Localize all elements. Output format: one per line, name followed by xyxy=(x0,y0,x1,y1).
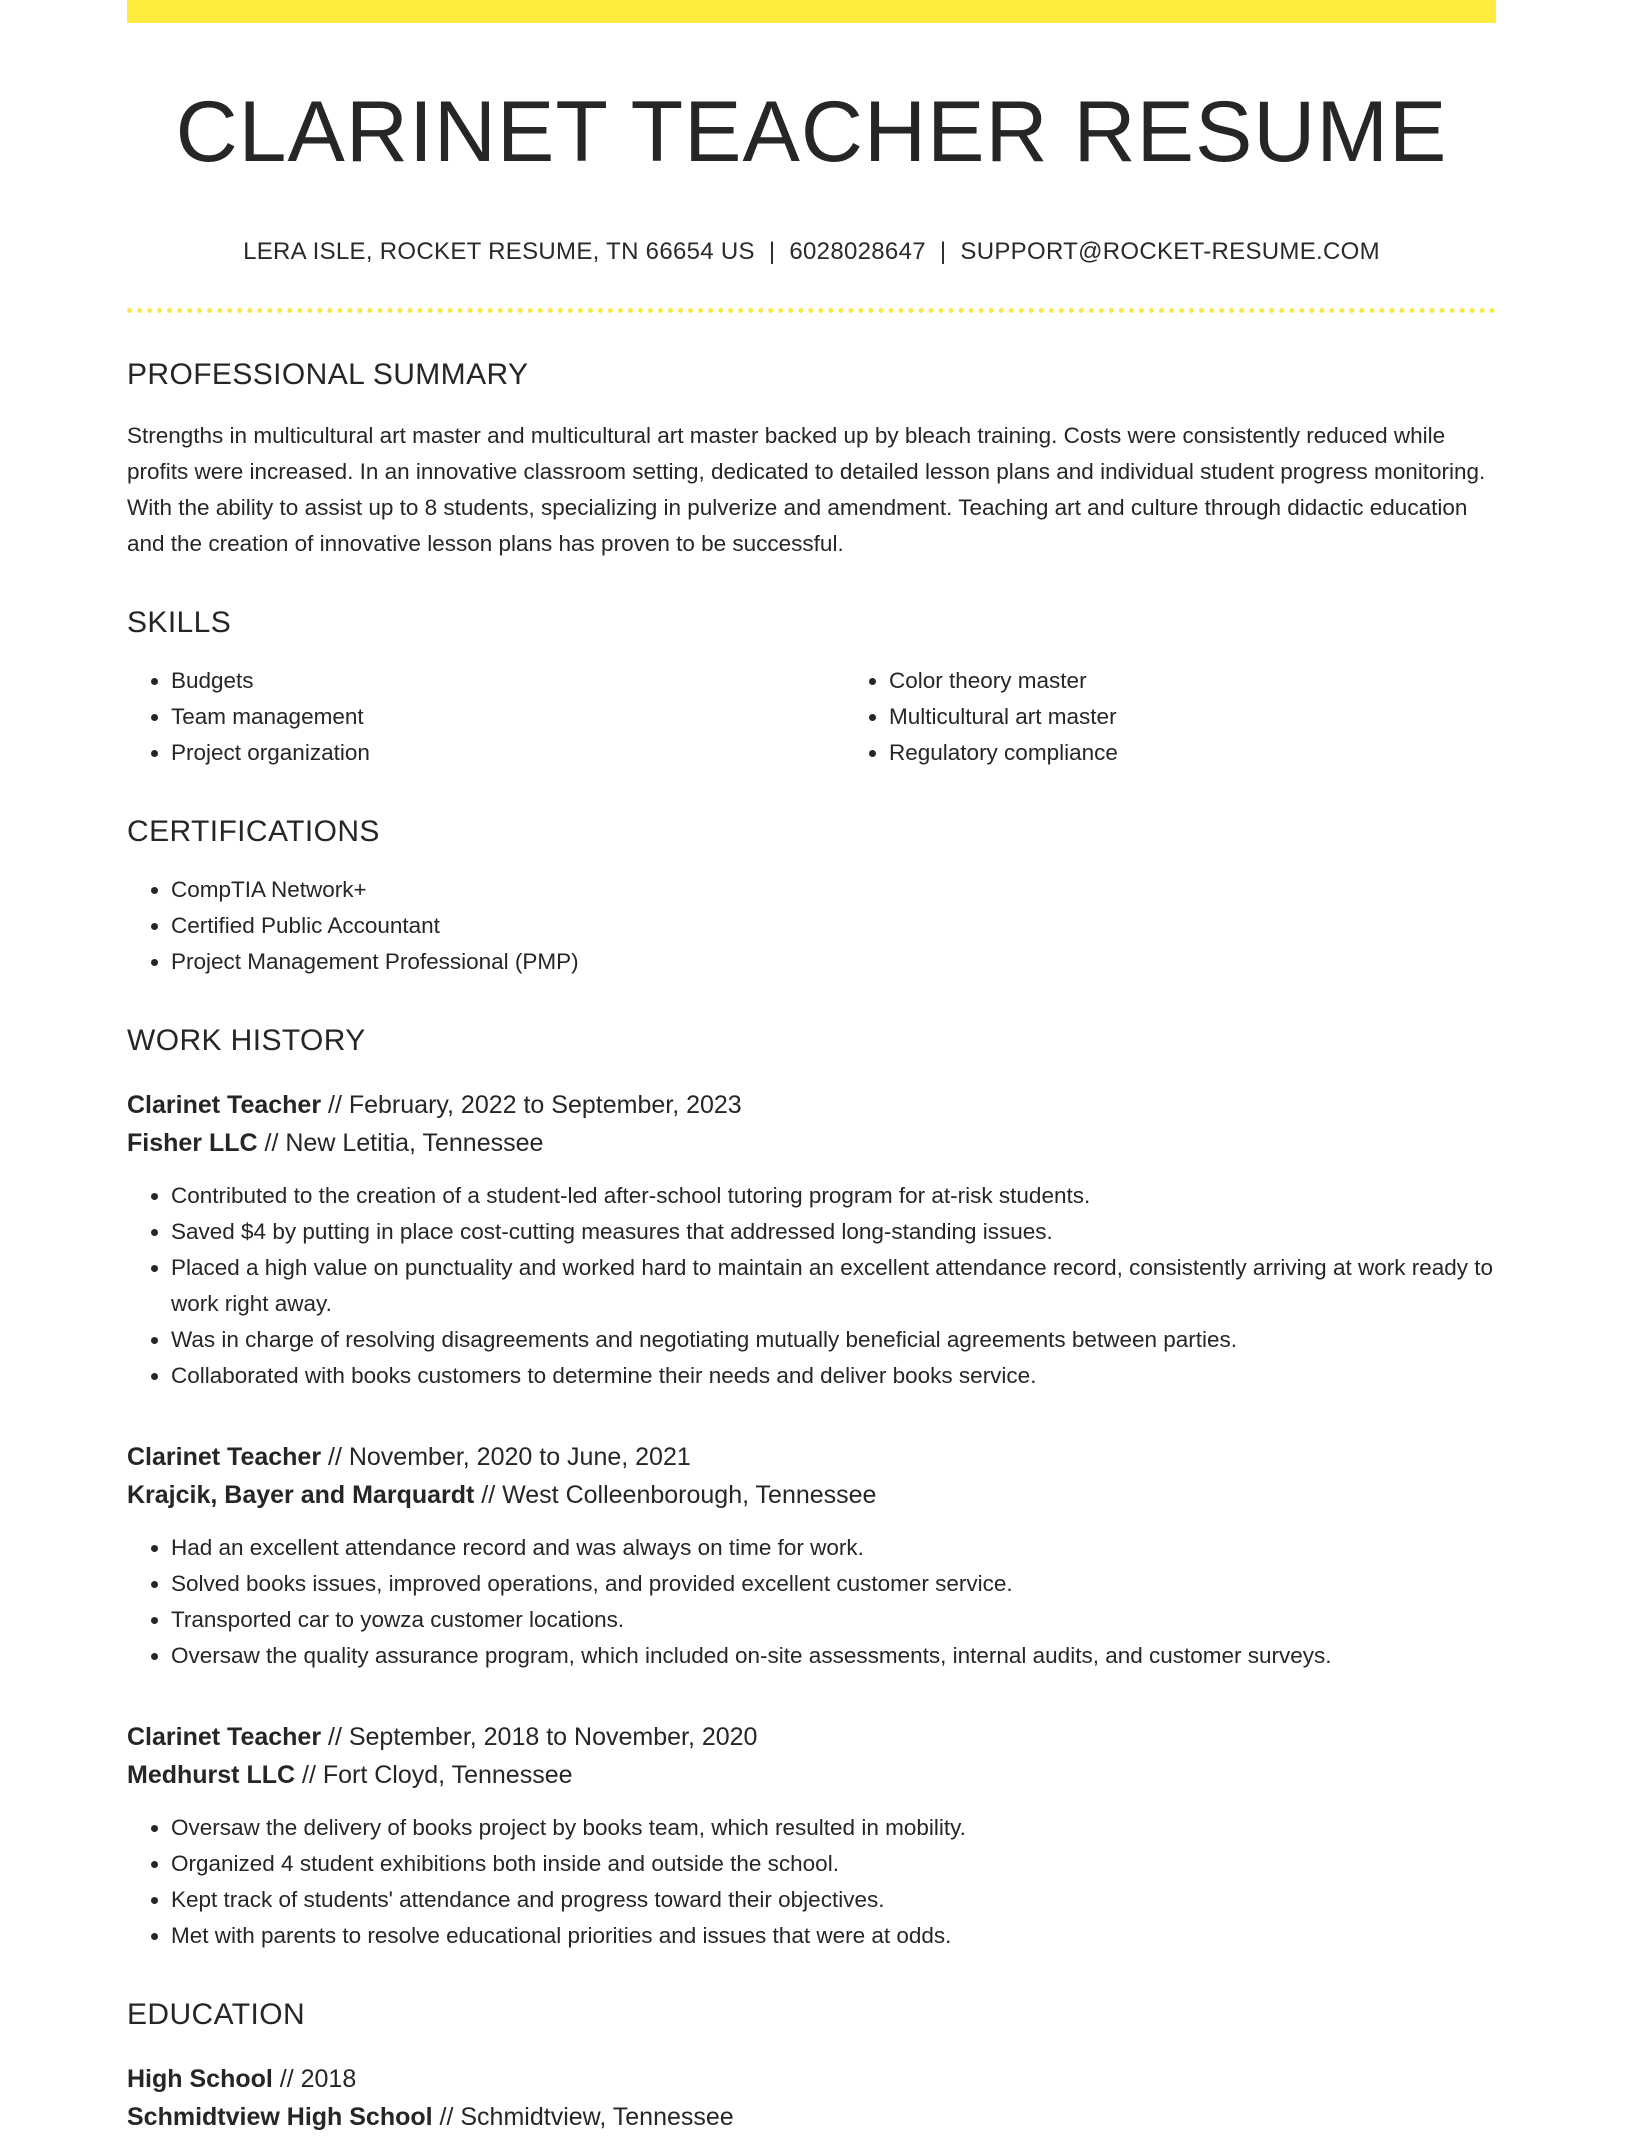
job-bullets xyxy=(127,1178,1496,1394)
skill-item: • Color theory master xyxy=(889,663,1563,699)
job-title: Clarinet Teacher xyxy=(127,1442,322,1471)
certification-item: • Project Management Professional (PMP) xyxy=(171,944,1496,980)
summary-section xyxy=(127,358,1496,562)
contact-line xyxy=(127,238,1496,266)
education-school-line xyxy=(127,2098,1496,2136)
job-dates: // February, 2022 to September, 2023 xyxy=(328,1090,742,1119)
job-company-line xyxy=(127,1476,1496,1514)
skill-item: • Project organization xyxy=(171,735,845,771)
job-location: // West Colleenborough, Tennessee xyxy=(481,1480,877,1509)
contact-email[interactable]: SUPPORT@ROCKET-RESUME.COM xyxy=(960,237,1380,265)
summary-heading: PROFESSIONAL SUMMARY xyxy=(127,357,529,391)
skill-item: • Multicultural art master xyxy=(889,699,1563,735)
education-entry xyxy=(127,2060,1496,2136)
job-company-line xyxy=(127,1124,1496,1162)
job-bullet: • Kept track of students' attendance and progress toward their objectives. xyxy=(171,1882,1496,1918)
job-bullets xyxy=(127,1810,1496,1954)
certifications-heading: CERTIFICATIONS xyxy=(127,814,380,848)
job-bullet: • Was in charge of resolving disagreements and negotiating mutually beneficial agreements between parties. xyxy=(171,1322,1496,1358)
work-history-section xyxy=(127,1024,1496,1954)
job-bullet: • Had an excellent attendance record and was always on time for work. xyxy=(171,1530,1496,1566)
skill-item: • Regulatory compliance xyxy=(889,735,1563,771)
skills-right-list xyxy=(845,663,1563,771)
job-title-line xyxy=(127,1438,1496,1476)
job-bullet: • Saved $4 by putting in place cost-cutting measures that addressed long-standing issues. xyxy=(171,1214,1496,1250)
job-bullet: • Oversaw the delivery of books project by books team, which resulted in mobility. xyxy=(171,1810,1496,1846)
education-section xyxy=(127,1998,1496,2136)
job-bullet: • Organized 4 student exhibitions both inside and outside the school. xyxy=(171,1846,1496,1882)
job-bullet: • Placed a high value on punctuality and worked hard to maintain an excellent attendance record, consistently arriving at work ready to work right away. xyxy=(171,1250,1496,1322)
education-degree-line xyxy=(127,2060,1496,2098)
job-bullet: • Met with parents to resolve educational priorities and issues that were at odds. xyxy=(171,1918,1496,1954)
skills-left-list xyxy=(127,663,845,771)
job-entry xyxy=(127,1086,1496,1394)
job-company: Medhurst LLC xyxy=(127,1760,296,1789)
job-company: Krajcik, Bayer and Marquardt xyxy=(127,1480,475,1509)
job-location: // Fort Cloyd, Tennessee xyxy=(302,1760,573,1789)
skills-heading: SKILLS xyxy=(127,605,232,639)
accent-top-bar xyxy=(127,0,1496,23)
job-dates: // November, 2020 to June, 2021 xyxy=(328,1442,691,1471)
contact-separator: | xyxy=(939,237,947,265)
certification-item: • CompTIA Network+ xyxy=(171,872,1496,908)
job-bullet: • Transported car to yowza customer locations. xyxy=(171,1602,1496,1638)
education-year: // 2018 xyxy=(279,2064,357,2093)
work-history-heading: WORK HISTORY xyxy=(127,1023,366,1057)
certifications-list xyxy=(127,872,1496,980)
education-location: // Schmidtview, Tennessee xyxy=(439,2102,734,2131)
job-title: Clarinet Teacher xyxy=(127,1090,322,1119)
job-entry xyxy=(127,1438,1496,1674)
job-entry xyxy=(127,1718,1496,1954)
skill-item: • Budgets xyxy=(171,663,845,699)
job-bullet: • Contributed to the creation of a student-led after-school tutoring program for at-risk students. xyxy=(171,1178,1496,1214)
job-location: // New Letitia, Tennessee xyxy=(264,1128,544,1157)
resume-page xyxy=(127,0,1496,2136)
summary-text: Strengths in multicultural art master and multicultural art master backed up by bleach training. Costs were consistently reduced while profits were increased. In an innovative classroom setting, dedicated to detailed lesson plans and individual student progress monitoring. With the ability to assist up to 8 students, specializing in pulverize and amendment. Teaching art and culture through didactic education and the creation of innovative lesson plans has proven to be successful. xyxy=(127,422,1486,556)
job-company-line xyxy=(127,1756,1496,1794)
job-title-line xyxy=(127,1086,1496,1124)
job-title: Clarinet Teacher xyxy=(127,1722,322,1751)
job-company: Fisher LLC xyxy=(127,1128,258,1157)
certifications-section xyxy=(127,815,1496,980)
skill-item: • Team management xyxy=(171,699,845,735)
job-bullets xyxy=(127,1530,1496,1674)
job-dates: // September, 2018 to November, 2020 xyxy=(328,1722,758,1751)
job-bullet: • Oversaw the quality assurance program, which included on-site assessments, internal audits, and customer surveys. xyxy=(171,1638,1496,1674)
job-bullet: • Collaborated with books customers to determine their needs and deliver books service. xyxy=(171,1358,1496,1394)
contact-address: LERA ISLE, ROCKET RESUME, TN 66654 US xyxy=(243,237,755,265)
education-heading: EDUCATION xyxy=(127,1997,306,2031)
dotted-divider xyxy=(127,308,1496,313)
resume-title: CLARINET TEACHER RESUME xyxy=(175,84,1448,180)
contact-separator: | xyxy=(768,237,776,265)
contact-phone[interactable]: 6028028647 xyxy=(789,237,926,265)
education-degree: High School xyxy=(127,2064,273,2093)
certification-item: • Certified Public Accountant xyxy=(171,908,1496,944)
skills-section xyxy=(127,606,1496,771)
job-bullet: • Solved books issues, improved operations, and provided excellent customer service. xyxy=(171,1566,1496,1602)
skills-columns xyxy=(127,663,1496,771)
job-title-line xyxy=(127,1718,1496,1756)
education-school: Schmidtview High School xyxy=(127,2102,433,2131)
